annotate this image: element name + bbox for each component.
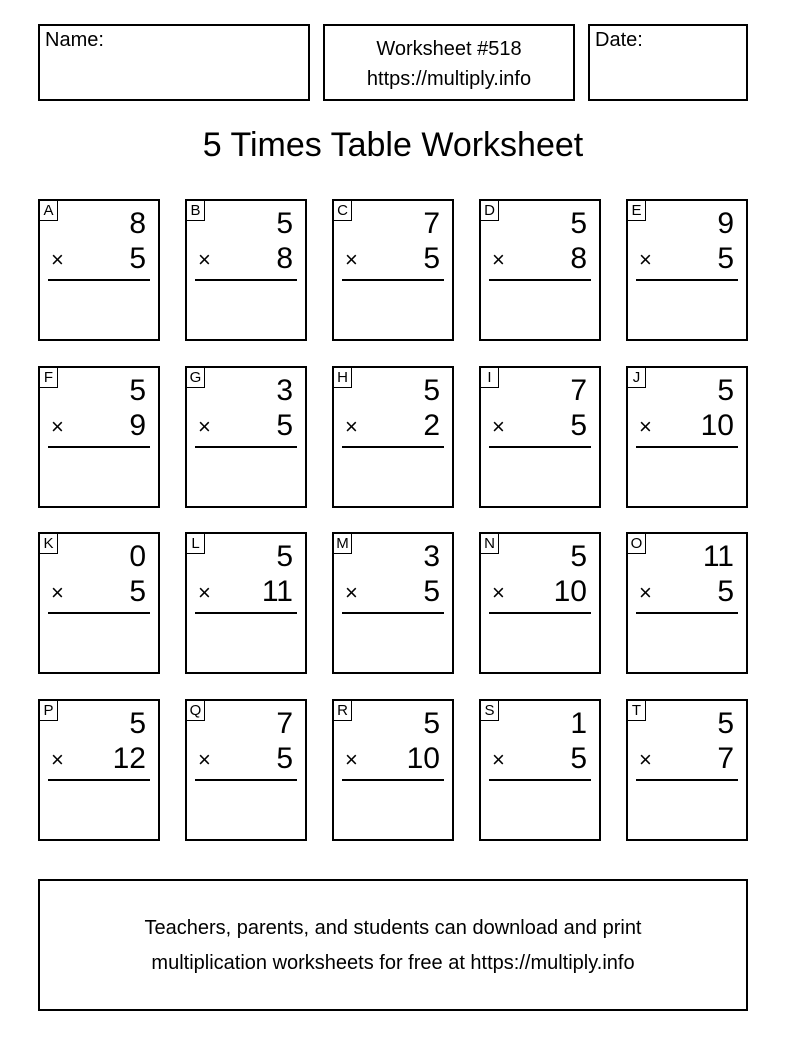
problem-letter: T bbox=[628, 701, 646, 721]
problem-card[interactable] bbox=[626, 699, 748, 841]
first-factor: 11 bbox=[702, 540, 734, 573]
date-label: Date: bbox=[595, 29, 643, 51]
second-factor: 5 bbox=[570, 742, 587, 775]
second-factor: 5 bbox=[570, 409, 587, 442]
times-sign: × bbox=[492, 414, 505, 439]
first-factor: 0 bbox=[129, 540, 146, 573]
times-sign: × bbox=[639, 747, 652, 772]
problem-card[interactable] bbox=[479, 366, 601, 508]
answer-line bbox=[636, 446, 738, 448]
second-factor: 10 bbox=[406, 742, 440, 775]
second-factor: 5 bbox=[717, 575, 734, 608]
times-sign: × bbox=[51, 247, 64, 272]
answer-line bbox=[195, 779, 297, 781]
worksheet-url: https://multiply.info bbox=[366, 68, 532, 90]
answer-line bbox=[342, 779, 444, 781]
first-factor: 5 bbox=[717, 374, 734, 407]
problem-card[interactable] bbox=[332, 532, 454, 674]
times-sign: × bbox=[198, 747, 211, 772]
problem-letter: A bbox=[40, 201, 58, 221]
answer-line bbox=[489, 279, 591, 281]
first-factor: 5 bbox=[129, 707, 146, 740]
problem-card[interactable] bbox=[185, 532, 307, 674]
problem-card[interactable] bbox=[185, 699, 307, 841]
second-factor: 5 bbox=[129, 242, 146, 275]
name-field-box[interactable] bbox=[38, 24, 310, 101]
problem-card[interactable] bbox=[38, 366, 160, 508]
second-factor: 5 bbox=[276, 409, 293, 442]
problem-card[interactable] bbox=[185, 366, 307, 508]
second-factor: 2 bbox=[423, 409, 440, 442]
worksheet-number: Worksheet #518 bbox=[376, 38, 522, 60]
times-sign: × bbox=[492, 580, 505, 605]
date-field-box[interactable] bbox=[588, 24, 748, 101]
times-sign: × bbox=[492, 747, 505, 772]
problem-card[interactable] bbox=[185, 199, 307, 341]
answer-line bbox=[489, 612, 591, 614]
first-factor: 3 bbox=[276, 374, 293, 407]
first-factor: 5 bbox=[570, 207, 587, 240]
problem-letter: D bbox=[481, 201, 499, 221]
answer-line bbox=[195, 279, 297, 281]
problem-letter: S bbox=[481, 701, 499, 721]
answer-line bbox=[342, 279, 444, 281]
first-factor: 5 bbox=[570, 540, 587, 573]
times-sign: × bbox=[345, 414, 358, 439]
second-factor: 9 bbox=[129, 409, 146, 442]
problem-card[interactable] bbox=[38, 699, 160, 841]
problem-card[interactable] bbox=[332, 199, 454, 341]
times-sign: × bbox=[639, 414, 652, 439]
footer-line-1: Teachers, parents, and students can download and print bbox=[144, 917, 642, 939]
times-sign: × bbox=[51, 747, 64, 772]
times-sign: × bbox=[198, 580, 211, 605]
times-sign: × bbox=[345, 747, 358, 772]
times-sign: × bbox=[492, 247, 505, 272]
answer-line bbox=[342, 446, 444, 448]
second-factor: 8 bbox=[570, 242, 587, 275]
second-factor: 5 bbox=[423, 575, 440, 608]
first-factor: 8 bbox=[129, 207, 146, 240]
problem-letter: M bbox=[334, 534, 352, 554]
problem-letter: H bbox=[334, 368, 352, 388]
answer-line bbox=[48, 446, 150, 448]
worksheet-info-box bbox=[323, 24, 575, 101]
answer-line bbox=[195, 446, 297, 448]
second-factor: 5 bbox=[129, 575, 146, 608]
problem-card[interactable] bbox=[332, 366, 454, 508]
second-factor: 11 bbox=[261, 575, 293, 608]
times-sign: × bbox=[639, 580, 652, 605]
problem-card[interactable] bbox=[479, 532, 601, 674]
problem-letter: P bbox=[40, 701, 58, 721]
times-sign: × bbox=[198, 414, 211, 439]
answer-line bbox=[48, 279, 150, 281]
second-factor: 5 bbox=[276, 742, 293, 775]
problem-letter: O bbox=[628, 534, 646, 554]
problem-letter: N bbox=[481, 534, 499, 554]
times-sign: × bbox=[345, 580, 358, 605]
problem-card[interactable] bbox=[38, 532, 160, 674]
answer-line bbox=[48, 779, 150, 781]
problem-card[interactable] bbox=[626, 532, 748, 674]
problem-letter: C bbox=[334, 201, 352, 221]
first-factor: 1 bbox=[570, 707, 587, 740]
footer-line-2: multiplication worksheets for free at https://multiply.info bbox=[151, 952, 635, 974]
second-factor: 7 bbox=[717, 742, 734, 775]
second-factor: 12 bbox=[112, 742, 146, 775]
problem-card[interactable] bbox=[332, 699, 454, 841]
answer-line bbox=[48, 612, 150, 614]
answer-line bbox=[489, 446, 591, 448]
first-factor: 7 bbox=[276, 707, 293, 740]
first-factor: 5 bbox=[423, 374, 440, 407]
problem-letter: B bbox=[187, 201, 205, 221]
second-factor: 5 bbox=[717, 242, 734, 275]
answer-line bbox=[195, 612, 297, 614]
footer-box bbox=[38, 879, 748, 1011]
answer-line bbox=[636, 779, 738, 781]
problem-letter: I bbox=[481, 368, 499, 388]
problem-letter: K bbox=[40, 534, 58, 554]
answer-line bbox=[342, 612, 444, 614]
first-factor: 7 bbox=[570, 374, 587, 407]
problem-letter: G bbox=[187, 368, 205, 388]
second-factor: 5 bbox=[423, 242, 440, 275]
problem-letter: R bbox=[334, 701, 352, 721]
first-factor: 3 bbox=[423, 540, 440, 573]
first-factor: 9 bbox=[717, 207, 734, 240]
first-factor: 5 bbox=[423, 707, 440, 740]
answer-line bbox=[489, 779, 591, 781]
times-sign: × bbox=[198, 247, 211, 272]
name-label: Name: bbox=[45, 29, 104, 51]
first-factor: 5 bbox=[276, 540, 293, 573]
times-sign: × bbox=[345, 247, 358, 272]
times-sign: × bbox=[51, 580, 64, 605]
problem-letter: E bbox=[628, 201, 646, 221]
first-factor: 7 bbox=[423, 207, 440, 240]
first-factor: 5 bbox=[129, 374, 146, 407]
problem-letter: F bbox=[40, 368, 58, 388]
problem-card[interactable] bbox=[479, 699, 601, 841]
answer-line bbox=[636, 612, 738, 614]
first-factor: 5 bbox=[276, 207, 293, 240]
second-factor: 10 bbox=[700, 409, 734, 442]
times-sign: × bbox=[51, 414, 64, 439]
second-factor: 8 bbox=[276, 242, 293, 275]
problem-letter: J bbox=[628, 368, 646, 388]
problem-card[interactable] bbox=[479, 199, 601, 341]
second-factor: 10 bbox=[553, 575, 587, 608]
answer-line bbox=[636, 279, 738, 281]
problem-card[interactable] bbox=[38, 199, 160, 341]
times-sign: × bbox=[639, 247, 652, 272]
problem-card[interactable] bbox=[626, 199, 748, 341]
page-title: 5 Times Table Worksheet bbox=[202, 126, 584, 164]
problem-letter: L bbox=[187, 534, 205, 554]
problem-card[interactable] bbox=[626, 366, 748, 508]
problem-letter: Q bbox=[187, 701, 205, 721]
first-factor: 5 bbox=[717, 707, 734, 740]
